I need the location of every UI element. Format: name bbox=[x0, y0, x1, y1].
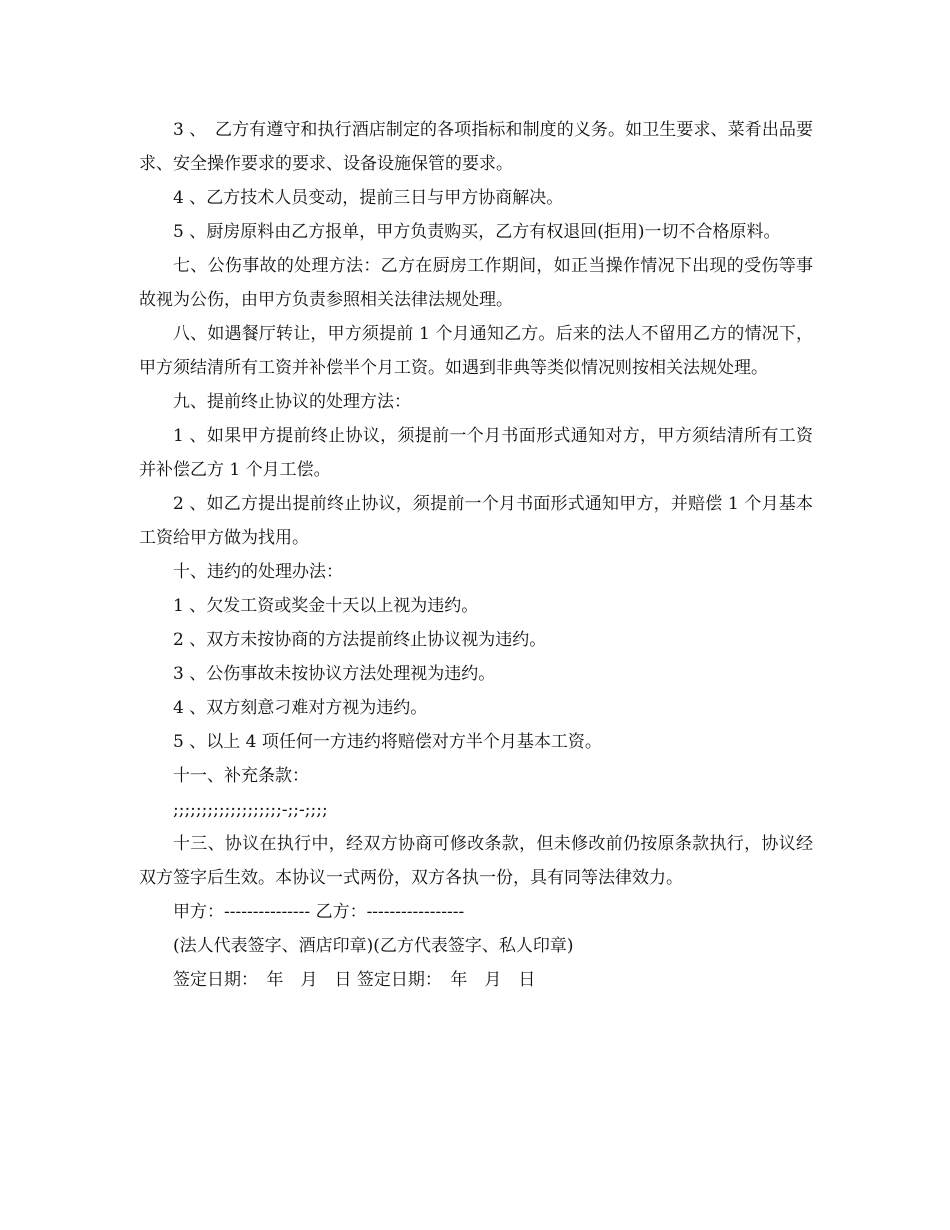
section-9-item-1: 1 、如果甲方提前终止协议，须提前一个月书面形式通知对方，甲方须结清所有工资并补偿乙方 1 个月工偿。 bbox=[139, 426, 813, 480]
section-8-restaurant-transfer: 八、如遇餐厅转让，甲方须提前 1 个月通知乙方。后来的法人不留用乙方的情况下，甲方须结清所有工资并补偿半个月工资。如遇到非典等类似情况则按相关法规处理。 bbox=[139, 324, 813, 378]
section-7-work-injury: 七、公伤事故的处理方法：乙方在厨房工作期间，如正当操作情况下出现的受伤等事故视为公伤，由甲方负责参照相关法律法规处理。 bbox=[139, 256, 813, 310]
section-10-item-1: 1 、欠发工资或奖金十天以上视为违约。 bbox=[173, 596, 479, 616]
supplementary-placeholder: ;;;;;;;;;;;;;;;;;;;-;;-;;;; bbox=[173, 800, 328, 820]
document-body bbox=[139, 113, 813, 997]
section-10-item-5: 5 、以上 4 项任何一方违约将赔偿对方半个月基本工资。 bbox=[173, 732, 602, 752]
section-10-item-3: 3 、公伤事故未按协议方法处理视为违约。 bbox=[173, 664, 496, 684]
section-10-item-4: 4 、双方刻意刁难对方视为违约。 bbox=[173, 698, 428, 718]
clause-5-kitchen-materials: 5 、厨房原料由乙方报单，甲方负责购买，乙方有权退回(拒用)一切不合格原料。 bbox=[173, 222, 781, 242]
section-9-heading: 九、提前终止协议的处理方法： bbox=[173, 392, 411, 412]
signature-notes-line: (法人代表签字、酒店印章)(乙方代表签字、私人印章) bbox=[173, 936, 574, 956]
section-10-item-2: 2 、双方未按协商的方法提前终止协议视为违约。 bbox=[173, 630, 547, 650]
section-11-heading: 十一、补充条款： bbox=[173, 766, 309, 786]
clause-4-staff-change: 4 、乙方技术人员变动，提前三日与甲方协商解决。 bbox=[173, 188, 564, 208]
signature-parties-line: 甲方：--------------- 乙方：----------------- bbox=[173, 902, 465, 922]
signing-date-line: 签定日期： 年 月 日 签定日期： 年 月 日 bbox=[173, 970, 536, 990]
section-13-effectiveness: 十三、协议在执行中，经双方协商可修改条款，但未修改前仍按原条款执行，协议经双方签字后生效。本协议一式两份，双方各执一份，具有同等法律效力。 bbox=[139, 834, 813, 888]
clause-3-obligations: 3 、 乙方有遵守和执行酒店制定的各项指标和制度的义务。如卫生要求、菜肴出品要求、安全操作要求的要求、设备设施保管的要求。 bbox=[139, 120, 813, 174]
section-10-heading: 十、违约的处理办法： bbox=[173, 562, 343, 582]
section-9-item-2: 2 、如乙方提出提前终止协议，须提前一个月书面形式通知甲方，并赔偿 1 个月基本工资给甲方做为找用。 bbox=[139, 494, 813, 548]
